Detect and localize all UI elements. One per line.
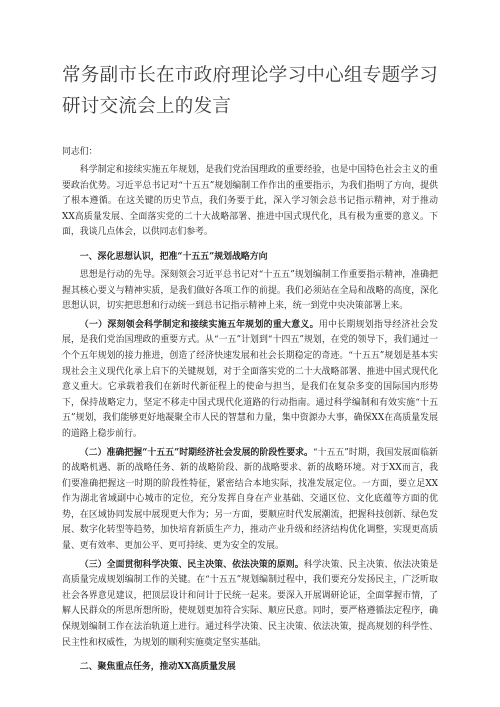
intro-paragraph: 科学制定和接续实施五年规划，是我们党治国理政的重要经验，也是中国特色社会主义的重要政治优势。习近平总书记对“十五五”规划编制工作作出的重要指示，为我们指明了方向，提供了根本遵循。在这关键的历史节点，我们务要于此，深入学习领会总书记指示精神，对于推动XX高质量发展、全面落实党的二十大战略部署、推进中国式现代化，具有极为重要的意义。下面，我谈几点体会，以供同志们参考。	[62, 165, 438, 238]
section-1-point-1-paragraph	[62, 318, 438, 443]
section-1-point-3-lead: （三）全面贯彻科学决策、民主决策、依法决策的原则。	[79, 559, 304, 570]
section-1-point-1-lead: （一）深刻领会科学制定和接续实施五年规划的重大意义。	[79, 319, 319, 330]
section-1-point-1-body: 用中长期规划指导经济社会发展，是我们党治国理政的重要方式。从“一五”计划到“十四五”规划，在党的领导下，我们通过一个个五年规划的接力推进，创造了经济快速发展和社会长期稳定的奇迹。“十五五”规划是基本实现社会主义现代化承上启下的关键规划，对于全面落实党的二十大战略部署、推进中国式现代化意义重大。它承载着我们在新时代新征程上的使命与担当，是我们在复杂多变的国际国内形势下，保持战略定力，坚定不移走中国式现代化道路的行动指南。通过科学编制和有效实施“十五五”规划，我们能够更好地凝聚全市人民的智慧和力量，集中资源办大事，确保XX在高质量发展的道路上稳步前行。	[62, 319, 439, 439]
section-1-point-3-paragraph	[62, 558, 438, 652]
section-1-point-3-body: 科学决策、民主决策、依法决策是高质量完成规划编制工作的关键。在“十五五”规划编制过程中，我们要充分发扬民主，广泛听取社会各界意见建议，把顶层设计和问计于民统一起来。要深入开展调研论证，全面掌握市情，了解人民群众的所思所想所盼，使规划更加符合实际、顺应民意。同时，要严格遵循法定程序，确保规划编制工作在法治轨道上进行。通过科学决策、民主决策、依法决策，提高规划的科学性、民主性和权威性，为规划的顺利实施奠定坚实基础。	[62, 559, 439, 648]
salutation: 同志们：	[62, 147, 98, 157]
section-1-point-2-body: “十五五”时期，我国发展面临新的战略机遇、新的战略任务、新的战略阶段、新的战略要求、新的战略环境。对于XX而言，我们要准确把握这一时期的阶段性特征，紧密结合本地实际，找准发展定位。一方面，要立足XX作为湖北省域副中心城市的定位，充分发挥自身在产业基础、交通区位、文化底蕴等方面的优势，在区域协同发展中展现更大作为；另一方面，要顺应时代发展潮流，把握科技创新、绿色发展、数字化转型等趋势，加快培育新质生产力，推动产业升级和经济结构优化调整，实现更高质量、更有效率、更加公平、更可持续、更为安全的发展。	[62, 447, 438, 552]
section-1-heading: 一、深化思想认识，把准“十五五”规划战略方向	[79, 251, 268, 262]
section-1-point-2-lead: （二）准确把握“十五五”时期经济社会发展的阶段性要求。	[79, 447, 313, 458]
document-title: 常务副市长在市政府理论学习中心组专题学习研讨交流会上的发言	[62, 65, 439, 117]
section-2-heading: 二、聚焦重点任务，推动XX高质量发展	[79, 662, 236, 673]
section-1-point-2-paragraph	[62, 446, 438, 555]
section-1-intro-paragraph: 思想是行动的先导。深刻领会习近平总书记对“十五五”规划编制工作重要指示精神，准确把握其核心要义与精神实质，是我们做好各项工作的前提。我们必须站在全局和战略的高度，深化思想认识，切实把思想和行动统一到总书记指示精神上来，统一到党中央决策部署上来。	[62, 269, 438, 312]
